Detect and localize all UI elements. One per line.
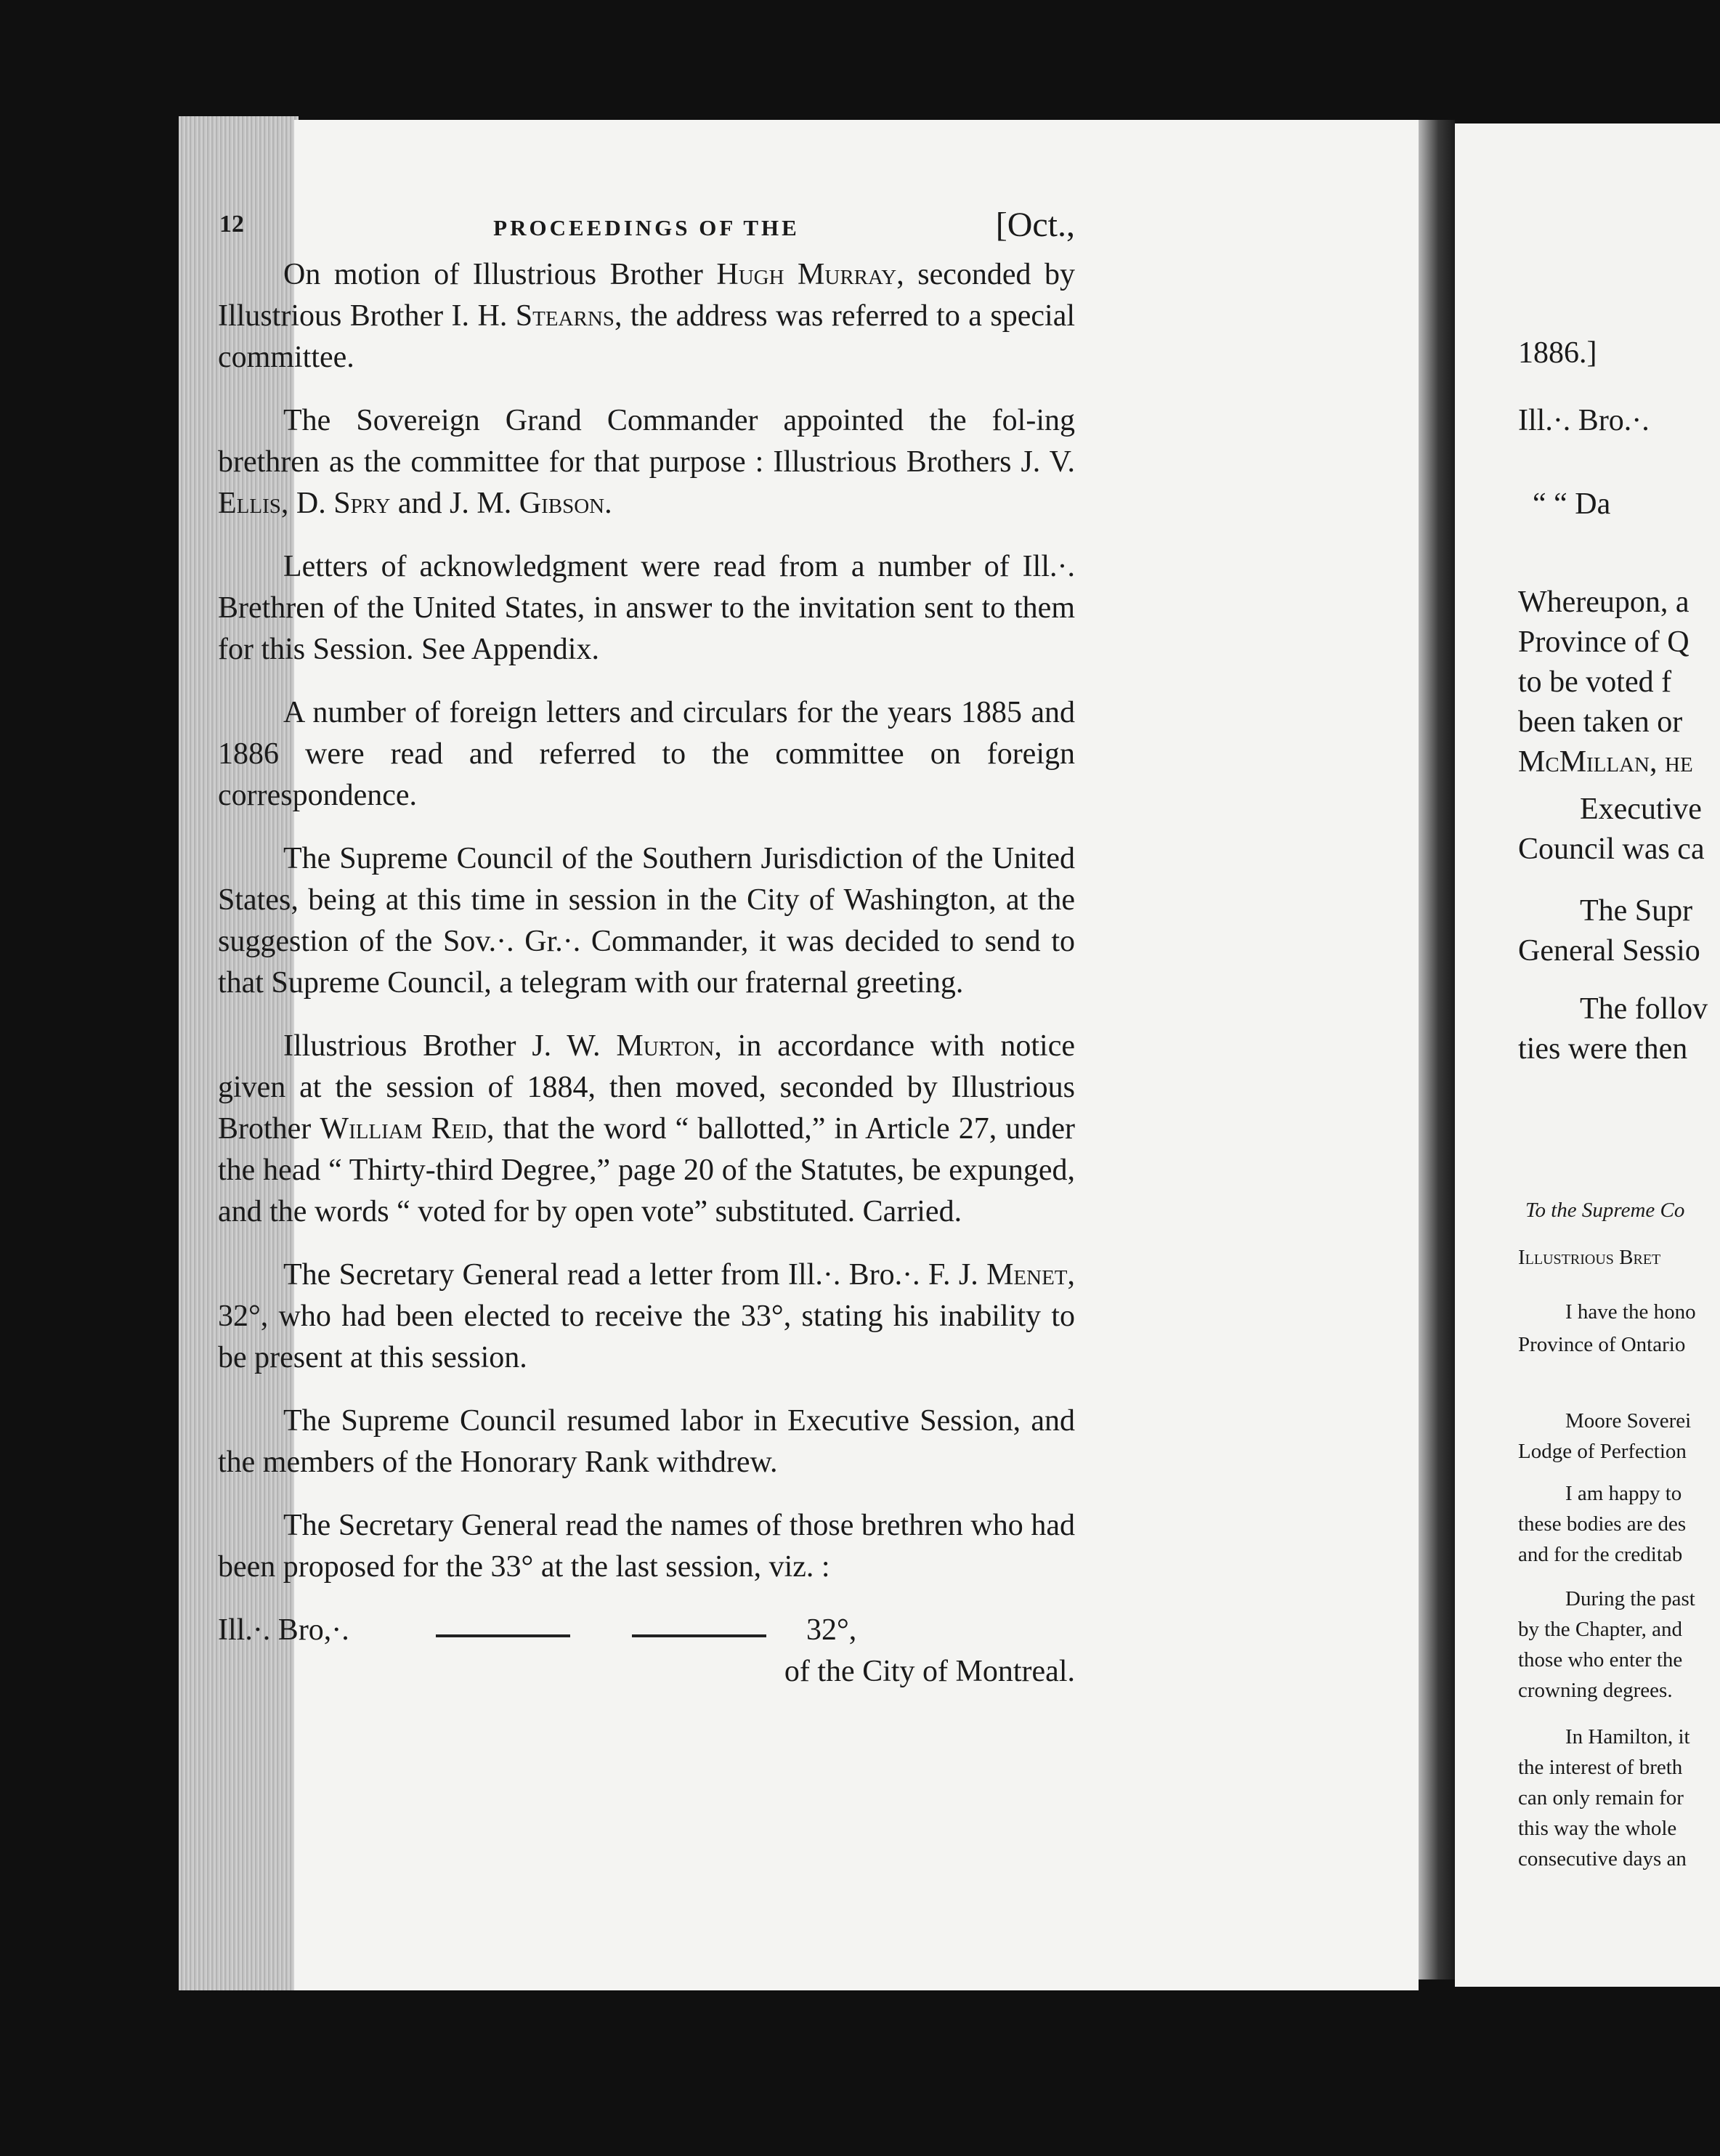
header-date: [Oct.,: [995, 206, 1075, 244]
paragraph-6: Illustrious Brother J. W. Murton, in accordance with notice given at the session of 1884, then moved, seconded by Illustrious Brother William Reid, that the word “ ballotted,” in Article 27, under the head “ Thirty-third Degree,” page 20 of the Statutes, be expunged, and the words “ voted for by open vote” substituted. Carried.: [218, 1029, 1075, 1228]
rp-line: the interest of breth: [1518, 1756, 1683, 1779]
paragraph-5: The Supreme Council of the Southern Jurisdiction of the United States, being at this time in session in the City of Washington, at the suggestion of the Sov.·. Gr.·. Commander, it was decided to send to that Supreme Council, a telegram with our fraternal greeting.: [218, 842, 1075, 1000]
rp-line: During the past: [1565, 1587, 1695, 1610]
rp-line: Lodge of Perfection: [1518, 1440, 1687, 1463]
rp-line: those who enter the: [1518, 1648, 1683, 1671]
rp-line: To the Supreme Co: [1525, 1199, 1685, 1222]
candidate-entry: [218, 1610, 1075, 1700]
candidate-city: of the City of Montreal.: [784, 1655, 1075, 1688]
paragraph-4: A number of foreign letters and circulars for the years 1885 and 1886 were read and referred to the committee on foreign correspondence.: [218, 696, 1075, 812]
rp-line: Whereupon, a: [1518, 585, 1689, 619]
rp-line: ties were then: [1518, 1032, 1688, 1066]
rp-line: I have the hono: [1565, 1300, 1696, 1324]
rp-line: Moore Soverei: [1565, 1409, 1692, 1432]
rp-line: In Hamilton, it: [1565, 1725, 1690, 1748]
paragraph-9: The Secretary General read the names of those brethren who had been proposed for the 33° at the last session, viz. :: [218, 1509, 1075, 1584]
candidate-degree: 32°,: [806, 1613, 857, 1647]
rp-line: Ill.·. Bro.·.: [1518, 404, 1650, 437]
rp-header-date: 1886.]: [1518, 336, 1597, 370]
blank-line-2: [632, 1634, 766, 1637]
book-gutter: [1419, 120, 1455, 1979]
rp-line: been taken or: [1518, 705, 1683, 739]
rp-line: Executive: [1580, 793, 1702, 826]
paragraph-8: The Supreme Council resumed labor in Executive Session, and the members of the Honorary Rank withdrew.: [218, 1404, 1075, 1479]
rp-line: Illustrious Bret: [1518, 1246, 1661, 1269]
rp-line: Council was ca: [1518, 832, 1705, 866]
rp-line: these bodies are des: [1518, 1512, 1687, 1536]
rp-line: by the Chapter, and: [1518, 1618, 1682, 1641]
right-page-content: [1518, 0, 1720, 2156]
paragraph-1: On motion of Illustrious Brother Hugh Murray, seconded by Illustrious Brother I. H. Stearns, the address was referred to a special committee.: [218, 258, 1076, 374]
rp-line: McMillan, he: [1518, 745, 1693, 779]
rp-line: and for the creditab: [1518, 1543, 1683, 1566]
paragraph-3: Letters of acknowledgment were read from a number of Ill.·. Brethren of the United States, in answer to the invitation sent to them for this Session. See Appendix.: [218, 550, 1075, 666]
rp-line: crowning degrees.: [1518, 1679, 1673, 1702]
left-page-content: [218, 206, 1076, 1700]
running-header: [218, 206, 1075, 254]
rp-line: can only remain for: [1518, 1786, 1684, 1809]
rp-line: “ “ Da: [1533, 487, 1611, 521]
rp-line: to be voted f: [1518, 665, 1672, 699]
rp-line: The follov: [1580, 992, 1708, 1026]
blank-line-1: [436, 1634, 570, 1637]
page-number: 12: [219, 211, 244, 238]
paragraph-7: The Secretary General read a letter from Ill.·. Bro.·. F. J. Menet, 32°, who had been elected to receive the 33°, stating his inability to be present at this session.: [218, 1258, 1075, 1374]
running-title: PROCEEDINGS OF THE: [493, 215, 800, 240]
rp-line: Province of Ontario: [1518, 1333, 1686, 1356]
rp-line: I am happy to: [1565, 1482, 1682, 1505]
rp-line: this way the whole: [1518, 1817, 1677, 1840]
rp-line: General Sessio: [1518, 934, 1700, 968]
candidate-prefix: Ill.·. Bro,·.: [218, 1613, 349, 1647]
rp-line: Province of Q: [1518, 625, 1689, 659]
rp-line: consecutive days an: [1518, 1847, 1687, 1871]
paragraph-2: The Sovereign Grand Commander appointed the fol-ing brethren as the committee for that purpose : Illustrious Brothers J. V. Ellis, D. Spry and J. M. Gibson.: [218, 404, 1075, 520]
rp-line: The Supr: [1580, 894, 1693, 928]
